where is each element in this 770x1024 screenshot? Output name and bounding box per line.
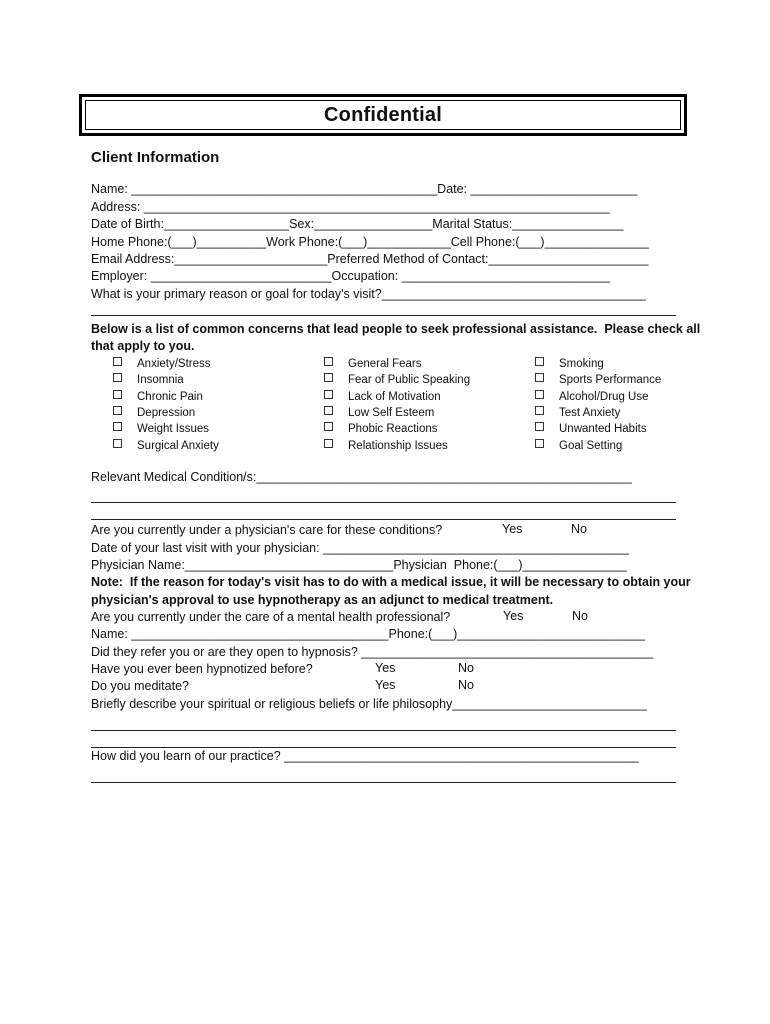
checkbox-item[interactable]: Fear of Public Speaking <box>324 372 470 388</box>
checkbox-icon[interactable] <box>535 373 544 382</box>
meditate-yes[interactable]: Yes <box>375 678 396 692</box>
medical-note-line2: physician's approval to use hypnotherapy as an adjunct to medical treatment. <box>91 593 554 607</box>
referral-field[interactable]: Did they refer you or are they open to hypnosis? __________________________________________ <box>91 645 654 659</box>
checkbox-icon[interactable] <box>324 390 333 399</box>
checkbox-icon[interactable] <box>535 390 544 399</box>
checkbox-icon[interactable] <box>535 422 544 431</box>
phones-field[interactable]: Home Phone:(___)__________Work Phone:(___)____________Cell Phone:(___)_______________ <box>91 235 649 249</box>
physician-name-phone-field[interactable]: Physician Name:______________________________Physician Phone:(___)_______________ <box>91 558 627 572</box>
title-box-inner <box>85 100 681 130</box>
checkbox-item[interactable]: Relationship Issues <box>324 438 448 454</box>
answer-line[interactable] <box>91 519 676 520</box>
mental-health-question: Are you currently under the care of a mental health professional? <box>91 610 451 624</box>
learn-of-practice-field[interactable]: How did you learn of our practice? ___________________________________________________ <box>91 749 639 763</box>
checkbox-icon[interactable] <box>113 390 122 399</box>
checkbox-icon[interactable] <box>324 373 333 382</box>
mental-health-yes[interactable]: Yes <box>503 609 524 623</box>
checkbox-item[interactable]: Goal Setting <box>535 438 622 454</box>
checkbox-item[interactable]: Alcohol/Drug Use <box>535 389 648 405</box>
form-title: Confidential <box>324 103 442 126</box>
medical-note-line1: Note: If the reason for today's visit has to do with a medical issue, it will be necessary to obtain your <box>91 575 691 589</box>
checkbox-item[interactable]: Sports Performance <box>535 372 661 388</box>
dob-sex-marital-field[interactable]: Date of Birth:__________________Sex:_________________Marital Status:________________ <box>91 217 624 231</box>
answer-line[interactable] <box>91 730 676 731</box>
checkbox-icon[interactable] <box>113 439 122 448</box>
checkbox-icon[interactable] <box>113 373 122 382</box>
checkbox-icon[interactable] <box>324 422 333 431</box>
checkbox-icon[interactable] <box>535 406 544 415</box>
checkbox-icon[interactable] <box>113 422 122 431</box>
checkbox-icon[interactable] <box>113 357 122 366</box>
checkbox-item[interactable]: Smoking <box>535 356 604 372</box>
checkbox-icon[interactable] <box>324 357 333 366</box>
checkbox-item[interactable]: Test Anxiety <box>535 405 620 421</box>
spiritual-beliefs-field[interactable]: Briefly describe your spiritual or religious beliefs or life philosophy____________________________ <box>91 697 647 711</box>
checkbox-item[interactable]: Insomnia <box>113 372 184 388</box>
physician-care-yes[interactable]: Yes <box>502 522 523 536</box>
meditate-question: Do you meditate? <box>91 679 189 693</box>
hypnotized-no[interactable]: No <box>458 661 474 675</box>
checkbox-item[interactable]: Anxiety/Stress <box>113 356 211 372</box>
meditate-no[interactable]: No <box>458 678 474 692</box>
hypnotized-yes[interactable]: Yes <box>375 661 396 675</box>
checkbox-item[interactable]: Surgical Anxiety <box>113 438 219 454</box>
mental-health-no[interactable]: No <box>572 609 588 623</box>
answer-line[interactable] <box>91 315 676 316</box>
checkbox-icon[interactable] <box>535 357 544 366</box>
answer-line[interactable] <box>91 782 676 783</box>
concerns-intro-line2: that apply to you. <box>91 339 195 353</box>
physician-care-no[interactable]: No <box>571 522 587 536</box>
title-box <box>79 94 687 136</box>
checkbox-item[interactable]: Low Self Esteem <box>324 405 434 421</box>
medical-conditions-field[interactable]: Relevant Medical Condition/s:______________________________________________________ <box>91 470 632 484</box>
checkbox-item[interactable]: Lack of Motivation <box>324 389 441 405</box>
name-date-field[interactable]: Name: ____________________________________________Date: ________________________ <box>91 182 638 196</box>
checkbox-icon[interactable] <box>324 406 333 415</box>
checkbox-icon[interactable] <box>113 406 122 415</box>
checkbox-item[interactable]: General Fears <box>324 356 422 372</box>
concerns-intro-line1: Below is a list of common concerns that lead people to seek professional assistance. Please check all <box>91 322 701 336</box>
checkbox-item[interactable]: Weight Issues <box>113 421 209 437</box>
primary-reason-field[interactable]: What is your primary reason or goal for today's visit?______________________________________ <box>91 287 646 301</box>
checkbox-item[interactable]: Phobic Reactions <box>324 421 438 437</box>
email-contact-field[interactable]: Email Address:______________________Preferred Method of Contact:_______________________ <box>91 252 649 266</box>
section-title-client-information: Client Information <box>91 149 220 166</box>
checkbox-icon[interactable] <box>535 439 544 448</box>
checkbox-item[interactable]: Depression <box>113 405 195 421</box>
last-visit-field[interactable]: Date of your last visit with your physician: ____________________________________________ <box>91 541 629 555</box>
checkbox-icon[interactable] <box>324 439 333 448</box>
mental-health-name-phone-field[interactable]: Name: _____________________________________Phone:(___)___________________________ <box>91 627 646 641</box>
address-field[interactable]: Address: ___________________________________________________________________ <box>91 200 610 214</box>
hypnotized-question: Have you ever been hypnotized before? <box>91 662 313 676</box>
checkbox-item[interactable]: Unwanted Habits <box>535 421 647 437</box>
physician-care-question: Are you currently under a physician's care for these conditions? <box>91 523 443 537</box>
answer-line[interactable] <box>91 502 676 503</box>
checkbox-item[interactable]: Chronic Pain <box>113 389 203 405</box>
employer-occupation-field[interactable]: Employer: __________________________Occupation: ______________________________ <box>91 269 611 283</box>
